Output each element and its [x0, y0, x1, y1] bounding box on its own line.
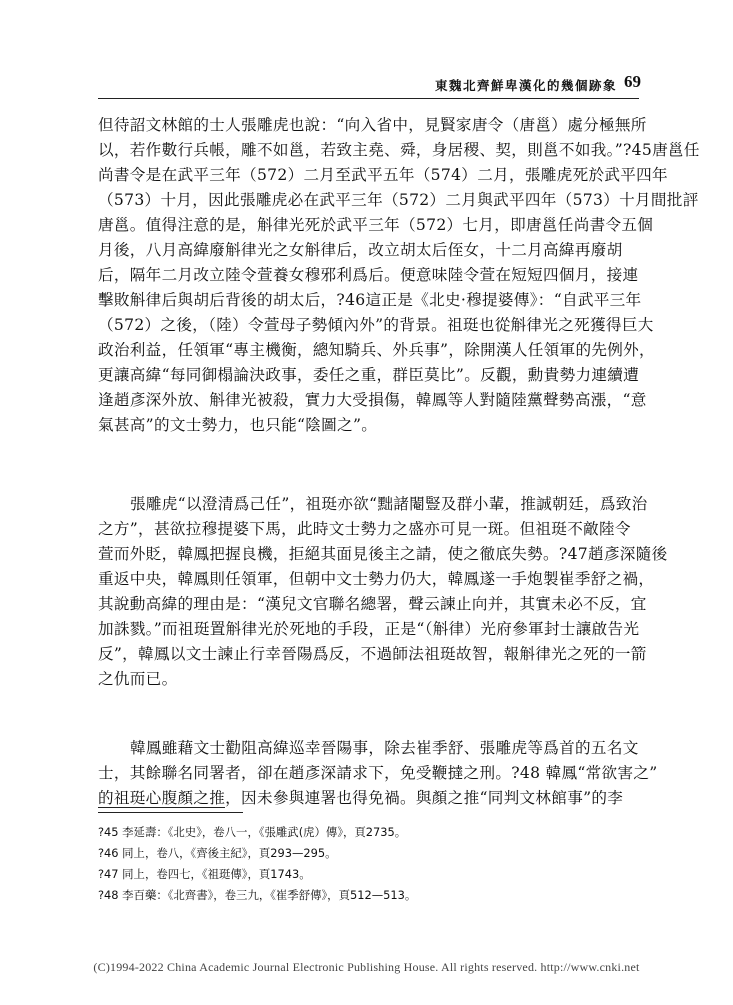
line-remainder: ，因未參與連署也得免禍。與顏之推“同判文林館事”的李	[225, 789, 624, 807]
text-line: 反”，韓鳳以文士諫止行幸晉陽爲反，不過師法祖珽故智，報斛律光之死的一箭	[98, 645, 647, 663]
paragraph-3	[98, 736, 658, 811]
paragraph-1	[98, 113, 700, 438]
text-line: 之方”，甚欲拉穆提婆下馬，此時文士勢力之盛亦可見一斑。但祖珽不敵陸令	[98, 520, 631, 538]
text-line-underlined	[98, 786, 643, 811]
text-line: 張雕虎“以澄清爲己任”，祖珽亦欲“黜諸閹豎及群小輩，推誠朝廷，爲致治	[130, 495, 648, 513]
footnote-45: ?45 李延壽：《北史》，卷八一，《張雕武(虎）傳》，頁2735。	[98, 825, 407, 839]
copyright-footer: (C)1994-2022 China Academic Journal Electronic Publishing House. All rights reserved. http://www.cnki.net	[93, 960, 640, 974]
footnote-47: ?47 同上，卷四七，《祖珽傳》，頁1743。	[98, 867, 311, 881]
header-rule	[98, 98, 639, 99]
text-line: 重返中央，韓鳳則任領軍，但朝中文士勢力仍大，韓鳳遂一手炮製崔季舒之禍，	[98, 570, 655, 588]
footnote-48: ?48 李百藥：《北齊書》，卷三九，《崔季舒傳》，頁512—513。	[98, 888, 417, 902]
text-line: 后，隔年二月改立陸令萱養女穆邪利爲后。便意味陸令萱在短短四個月，接連	[98, 266, 639, 284]
text-line: 唐邕。值得注意的是，斛律光死於武平三年（572）七月，即唐邕任尚書令五個	[98, 216, 654, 234]
text-line: 萱而外貶，韓鳳把握良機，拒絕其面見後主之請，使之徹底失勢。?47趙彥深隨後	[98, 545, 668, 563]
footnotes	[98, 822, 643, 906]
text-line: 士，其餘聯名同署者，卻在趙彥深請求下，免受鞭撻之刑。?48 韓鳳“常欲害之”	[98, 764, 658, 782]
text-line: 其說動高緯的理由是：“漢兒文官聯名總署，聲云諫止向并，其實未必不反，宜	[98, 595, 647, 613]
footnote-46: ?46 同上，卷八，《齊後主紀》，頁293—295。	[98, 846, 337, 860]
footnote-rule	[98, 812, 243, 813]
text-line: 政治利益，任領軍“專主機衡，總知騎兵、外兵事”，除開漢人任領軍的先例外，	[98, 341, 655, 359]
text-line: 氣甚高”的文士勢力，也只能“陰圖之”。	[98, 416, 378, 434]
text-line: 更讓高緯“每同御榻論決政事，委任之重，群臣莫比”。反觀，勳貴勢力連續遭	[98, 366, 640, 384]
text-line: （572）之後，（陸）令萱母子勢傾內外”的背景。祖珽也從斛律光之死獲得巨大	[98, 316, 654, 334]
paragraph-2	[98, 492, 668, 692]
running-header	[0, 72, 733, 96]
text-line: 但待詔文林館的士人張雕虎也說：“向入省中，見賢家唐令（唐邕）處分極無所	[98, 116, 647, 134]
text-line: 擊敗斛律后與胡后背後的胡太后，?46這正是《北史·穆提婆傳》：“自武平三年	[98, 291, 642, 309]
text-line: （573）十月，因此張雕虎必在武平三年（572）二月與武平四年（573）十月間批評	[98, 191, 699, 209]
running-title: 東魏北齊鮮卑漢化的幾個跡象	[434, 78, 617, 93]
text-line: 韓鳳雖藉文士勸阻高緯巡幸晉陽事，除去崔季舒、張雕虎等爲首的五名文	[130, 739, 639, 757]
text-line: 尚書令是在武平三年（572）二月至武平五年（574）二月，張雕虎死於武平四年	[98, 166, 668, 184]
text-line: 加誅戮。”而祖珽置斛律光於死地的手段，正是“（斛律）光府參軍封士讓啟告光	[98, 620, 640, 638]
page-number: 69	[624, 72, 641, 91]
text-line: 逢趙彥深外放、斛律光被殺，實力大受損傷，韓鳳等人對隨陸黨聲勢高漲，“意	[98, 391, 647, 409]
text-line: 以，若作數行兵帳，雕不如邕，若致主堯、舜，身居稷、契，則邕不如我。”?45唐邕任	[98, 141, 700, 159]
text-line: 月後，八月高緯廢斛律光之女斛律后，改立胡太后侄女，十二月高緯再廢胡	[98, 241, 623, 259]
text-line: 之仇而已。	[98, 670, 178, 688]
underlined-phrase: 的祖珽心腹顏之推	[98, 789, 226, 807]
